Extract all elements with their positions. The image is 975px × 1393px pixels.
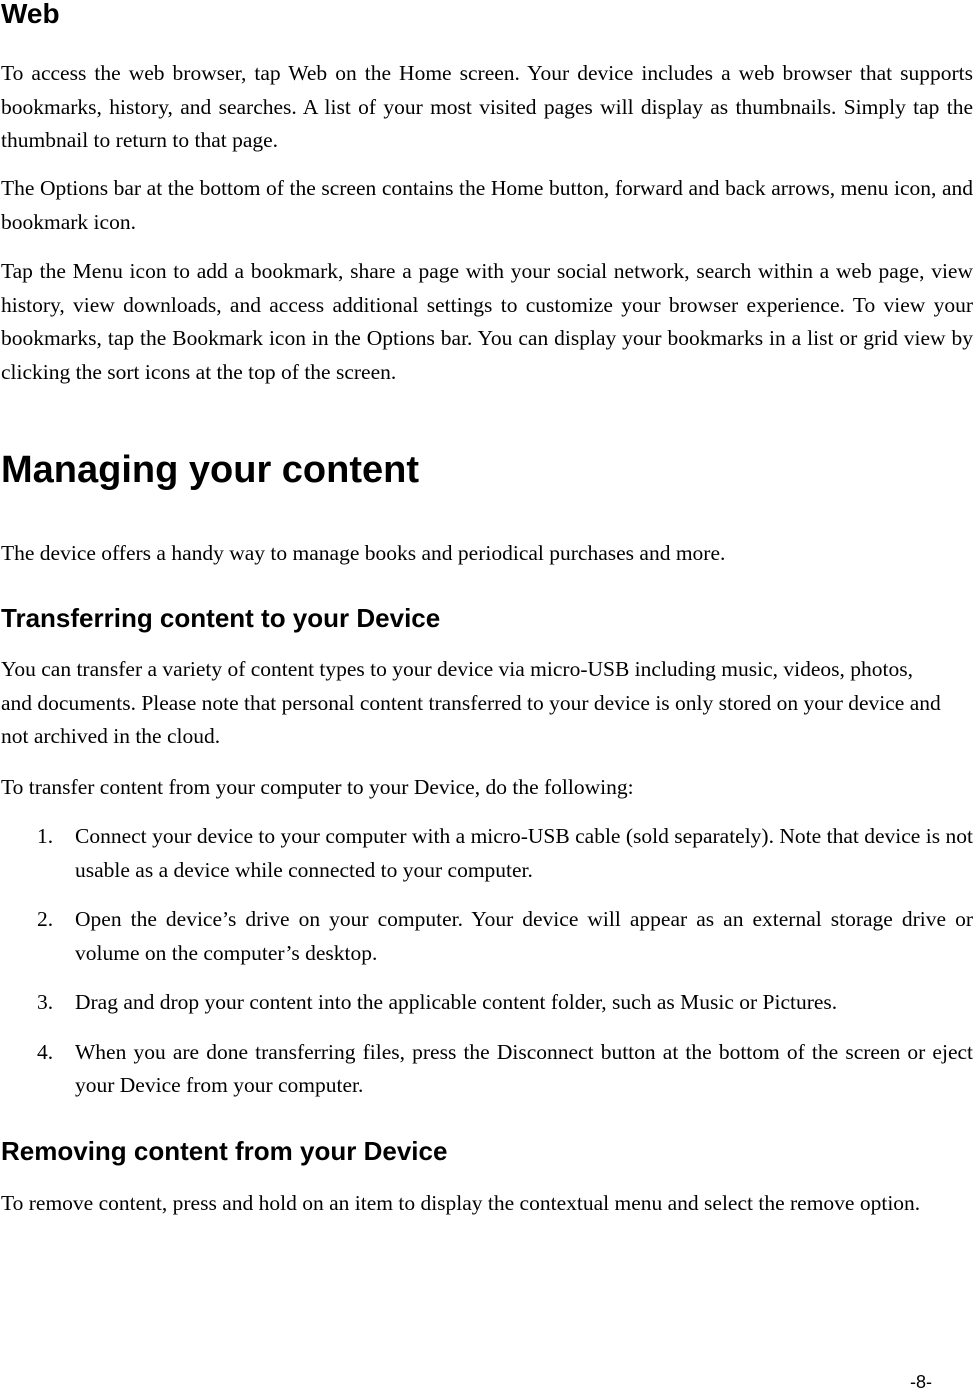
step-text: When you are done transferring files, press the Disconnect button at the bottom of the screen or eject your Device from your computer. bbox=[75, 1039, 973, 1097]
web-paragraph-1: To access the web browser, tap Web on the Home screen. Your device includes a web browser that supports bookmarks, history, and searches. A list of your most visited pages will display as thumbnails. Simply tap the thumbnail to return to that page. bbox=[1, 61, 973, 152]
list-item bbox=[0, 1036, 975, 1103]
section-heading-managing-content: Managing your content bbox=[1, 449, 419, 491]
list-item bbox=[0, 903, 975, 970]
step-text: Connect your device to your computer with a micro-USB cable (sold separately). Note that device is not usable as a device while connected to your computer. bbox=[75, 824, 973, 882]
transferring-paragraph-2: To transfer content from your computer to your Device, do the following: bbox=[1, 775, 634, 799]
step-number: 3. bbox=[37, 990, 54, 1014]
page-number: -8- bbox=[910, 1372, 932, 1392]
step-text: Open the device’s drive on your computer. Your device will appear as an external storage drive or volume on the computer’s desktop. bbox=[75, 907, 973, 965]
transfer-steps-list bbox=[0, 820, 975, 1119]
web-paragraph-2: The Options bar at the bottom of the screen contains the Home button, forward and back arrows, menu icon, and bookmark icon. bbox=[1, 176, 973, 234]
removing-paragraph-1: To remove content, press and hold on an item to display the contextual menu and select the remove option. bbox=[1, 1191, 921, 1215]
subsection-heading-removing: Removing content from your Device bbox=[1, 1136, 448, 1166]
list-item bbox=[0, 820, 975, 887]
step-number: 4. bbox=[37, 1039, 54, 1064]
list-item bbox=[0, 986, 975, 1020]
managing-intro-paragraph: The device offers a handy way to manage books and periodical purchases and more. bbox=[1, 541, 726, 565]
web-paragraph-3: Tap the Menu icon to add a bookmark, share a page with your social network, search within a web page, view history, view downloads, and access additional settings to customize your browser experience. To view your bookmarks, tap the Bookmark icon in the Options bar. You can display your bookmarks in a list or grid view by clicking the sort icons at the top of the screen. bbox=[1, 259, 973, 384]
step-text: Drag and drop your content into the applicable content folder, such as Music or Pictures. bbox=[75, 990, 838, 1014]
subsection-heading-transferring: Transferring content to your Device bbox=[1, 603, 441, 633]
section-heading-web: Web bbox=[1, 0, 60, 29]
step-number: 2. bbox=[37, 907, 54, 931]
step-number: 1. bbox=[37, 824, 54, 848]
transferring-paragraph-1: You can transfer a variety of content types to your device via micro-USB including music, videos, photos, and documents. Please note that personal content transferred to your device is only stored on your device and not archived in the cloud. bbox=[1, 657, 941, 748]
